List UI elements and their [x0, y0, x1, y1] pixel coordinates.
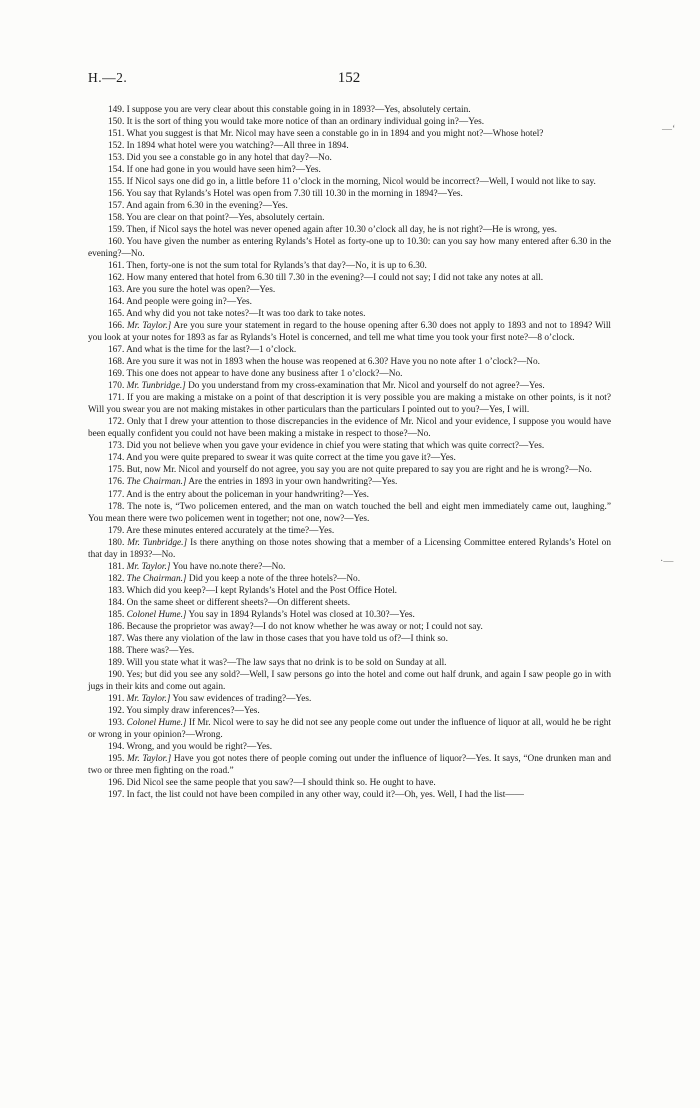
- question-answer-text: But, now Mr. Nicol and yourself do not agree, you say you are not quite prepared to say you are right and he is wrong?—No.: [126, 465, 592, 476]
- question-answer-text: Are you sure it was not in 1893 when the house was reopened at 6.30? Have you no note after 1 o’clock?—No.: [126, 357, 540, 368]
- question-number: 155.: [108, 177, 125, 188]
- question-number: 164.: [108, 297, 125, 308]
- question-number: 151.: [108, 129, 125, 140]
- question-answer-text: Are you sure your statement in regard to the house opening after 6.30 does not apply to 1893 and not to 1894? Will you look at your notes for 1893 as far as Rylands’s Hotel is concerned, and tell me what time you took your first note?—8 o’clock.: [88, 321, 611, 344]
- question-answer-text: If one had gone in you would have seen him?—Yes.: [126, 165, 321, 176]
- testimony-paragraph: [88, 645, 611, 657]
- question-answer-text: On the same sheet or different sheets?—On different sheets.: [126, 597, 351, 608]
- question-answer-text: Which did you keep?—I kept Rylands’s Hotel and the Post Office Hotel.: [126, 585, 397, 596]
- question-answer-text: And again from 6.30 in the evening?—Yes.: [126, 201, 288, 212]
- question-number: 188.: [108, 645, 125, 656]
- question-answer-text: If you are making a mistake on a point of that description it is very possible you are making a mistake on other points, is it not? Will you swear you are not making mistakes in other particulars than the particulars I pointed out to you?—Yes, I will.: [88, 393, 611, 416]
- question-number: 180.: [108, 537, 125, 548]
- question-number: 175.: [108, 465, 125, 476]
- question-number: 168.: [108, 357, 125, 368]
- testimony-paragraph: [88, 416, 611, 440]
- testimony-paragraph: [88, 501, 611, 525]
- question-number: 190.: [108, 669, 125, 680]
- testimony-paragraph: [88, 705, 611, 717]
- question-number: 165.: [108, 309, 125, 320]
- question-answer-text: The note is, “Two policemen entered, and the man on watch touched the bell and eight men immediately came out, laughing.” You mean there were two policemen went in together; not one, now?—Yes.: [88, 501, 611, 524]
- testimony-paragraph: [88, 464, 611, 476]
- testimony-paragraph: [88, 152, 611, 164]
- question-number: 150.: [108, 117, 125, 128]
- testimony-paragraph: [88, 741, 611, 753]
- question-number: 183.: [108, 585, 125, 596]
- question-number: 185.: [108, 609, 125, 620]
- question-number: 187.: [108, 633, 125, 644]
- question-number: 166.: [108, 321, 125, 332]
- testimony-paragraph: [88, 609, 611, 621]
- testimony-paragraph: [88, 633, 611, 645]
- question-answer-text: Yes; but did you see any sold?—Well, I saw persons go into the hotel and come out half drunk, and again I saw people go in with jugs in their kits and come out again.: [88, 669, 612, 692]
- question-number: 170.: [108, 381, 125, 392]
- question-answer-text: And what is the time for the last?—1 o’clock.: [126, 345, 297, 356]
- testimony-paragraph: [88, 320, 611, 344]
- testimony-paragraph: [88, 693, 611, 705]
- question-number: 178.: [108, 501, 125, 512]
- question-number: 153.: [108, 153, 125, 164]
- question-answer-text: I suppose you are very clear about this constable going in in 1893?—Yes, absolutely certain.: [126, 105, 471, 115]
- speaker-label: The Chairman.]: [126, 477, 187, 488]
- question-number: 172.: [108, 417, 125, 428]
- question-answer-text: If Mr. Nicol were to say he did not see any people come out under the influence of liquor at all, would he be right or wrong in your opinion?—Wrong.: [88, 717, 611, 740]
- page-number: 152: [337, 70, 361, 86]
- question-answer-text: And is the entry about the policeman in your handwriting?—Yes.: [126, 489, 369, 500]
- testimony-body: [88, 104, 611, 801]
- question-answer-text: Have you got notes there of people coming out under the influence of liquor?—Yes. It says, “One drunken man and two or three men fighting on the road.”: [88, 753, 611, 776]
- testimony-paragraph: [88, 308, 611, 320]
- question-number: 191.: [108, 693, 125, 704]
- testimony-paragraph: [88, 356, 611, 368]
- speaker-label: Mr. Taylor.]: [126, 561, 171, 572]
- speaker-label: Mr. Taylor.]: [126, 693, 171, 704]
- testimony-paragraph: [88, 188, 611, 200]
- question-answer-text: Are these minutes entered accurately at the time?—Yes.: [126, 525, 335, 536]
- question-number: 192.: [108, 705, 125, 716]
- question-answer-text: It is the sort of thing you would take more notice of than an ordinary individual going in?—Yes.: [126, 117, 485, 128]
- question-answer-text: You say in 1894 Rylands’s Hotel was closed at 10.30?—Yes.: [188, 609, 415, 620]
- question-number: 160.: [108, 237, 125, 248]
- question-answer-text: If Nicol says one did go in, a little before 11 o’clock in the morning, Nicol would be incorrect?—Well, I would not like to say.: [126, 177, 596, 188]
- testimony-paragraph: [88, 561, 611, 573]
- question-answer-text: What you suggest is that Mr. Nicol may have seen a constable go in in 1894 and you might not?—Whose hotel?: [126, 129, 544, 140]
- speaker-label: Colonel Hume.]: [126, 717, 187, 728]
- testimony-paragraph: [88, 669, 611, 693]
- question-answer-text: In fact, the list could not have been compiled in any other way, could it?—Oh, yes. Well, I had the list——: [126, 789, 524, 800]
- question-answer-text: Did you keep a note of the three hotels?—No.: [188, 573, 361, 584]
- question-number: 174.: [108, 453, 125, 464]
- question-number: 173.: [108, 441, 125, 452]
- question-answer-text: Was there any violation of the law in those cases that you have told us of?—I think so.: [126, 633, 448, 644]
- testimony-paragraph: [88, 116, 611, 128]
- testimony-paragraph: [88, 440, 611, 452]
- question-number: 179.: [108, 525, 125, 536]
- question-answer-text: Wrong, and you would be right?—Yes.: [126, 741, 273, 752]
- question-answer-text: And you were quite prepared to swear it was quite correct at the time you gave it?—Yes.: [126, 453, 456, 464]
- question-number: 156.: [108, 189, 125, 200]
- question-answer-text: Did Nicol see the same people that you saw?—I should think so. He ought to have.: [126, 777, 436, 788]
- testimony-paragraph: [88, 104, 611, 116]
- question-answer-text: Do you understand from my cross-examination that Mr. Nicol and yourself do not agree?—Yes.: [188, 381, 545, 392]
- testimony-paragraph: [88, 284, 611, 296]
- testimony-paragraph: [88, 717, 611, 741]
- testimony-paragraph: [88, 777, 611, 789]
- testimony-paragraph: [88, 789, 611, 801]
- question-number: 189.: [108, 657, 125, 668]
- question-answer-text: This one does not appear to have done any business after 1 o’clock?—No.: [126, 369, 403, 380]
- question-answer-text: There was?—Yes.: [126, 645, 195, 656]
- question-number: 195.: [108, 753, 125, 764]
- speaker-label: Mr. Tunbridge.]: [126, 381, 186, 392]
- question-answer-text: Will you state what it was?—The law says that no drink is to be sold on Sunday at all.: [126, 657, 447, 668]
- testimony-paragraph: [88, 537, 611, 561]
- testimony-paragraph: [88, 224, 611, 236]
- margin-mark: —‘: [662, 124, 676, 135]
- testimony-paragraph: [88, 489, 611, 501]
- margin-mark: ·—: [660, 556, 674, 567]
- question-number: 197.: [108, 789, 125, 800]
- question-answer-text: You have given the number as entering Rylands’s Hotel as forty-one up to 10.30: can you say how many entered after 6.30 in the evening?—No.: [88, 237, 612, 260]
- question-number: 176.: [108, 477, 125, 488]
- testimony-paragraph: [88, 573, 611, 585]
- testimony-paragraph: [88, 344, 611, 356]
- testimony-paragraph: [88, 164, 611, 176]
- document-reference: H.—2.: [88, 70, 128, 85]
- testimony-paragraph: [88, 368, 611, 380]
- speaker-label: Colonel Hume.]: [126, 609, 187, 620]
- question-number: 196.: [108, 777, 125, 788]
- testimony-paragraph: [88, 392, 611, 416]
- testimony-paragraph: [88, 753, 611, 777]
- question-number: 152.: [108, 141, 125, 152]
- question-number: 171.: [108, 393, 125, 404]
- question-number: 194.: [108, 741, 125, 752]
- testimony-paragraph: [88, 200, 611, 212]
- question-number: 157.: [108, 201, 125, 212]
- question-answer-text: You have no.note there?—No.: [172, 561, 286, 572]
- question-answer-text: Did you not believe when you gave your evidence in chief you were stating that which was quite correct?—Yes.: [126, 441, 545, 452]
- speaker-label: Mr. Taylor.]: [126, 753, 172, 764]
- page-header: [88, 70, 610, 90]
- question-number: 186.: [108, 621, 125, 632]
- question-number: 177.: [108, 489, 125, 500]
- testimony-paragraph: [88, 585, 611, 597]
- question-answer-text: Only that I drew your attention to those discrepancies in the evidence of Mr. Nicol and your evidence, I suppose you would have been equally confident you could not have been making a mistake in respect to those?—No.: [88, 417, 611, 440]
- testimony-paragraph: [88, 212, 611, 224]
- question-number: 159.: [108, 225, 125, 236]
- question-number: 182.: [108, 573, 125, 584]
- testimony-paragraph: [88, 657, 611, 669]
- question-answer-text: In 1894 what hotel were you watching?—All three in 1894.: [126, 141, 349, 152]
- question-answer-text: How many entered that hotel from 6.30 till 7.30 in the evening?—I could not say; I did not take any notes at all.: [126, 273, 544, 284]
- question-answer-text: Is there anything on those notes showing that a member of a Licensing Committee entered Rylands’s Hotel on that day in 1893?—No.: [88, 537, 611, 560]
- question-number: 149.: [108, 105, 125, 115]
- question-number: 158.: [108, 213, 125, 224]
- question-answer-text: You saw evidences of trading?—Yes.: [172, 693, 312, 704]
- testimony-paragraph: [88, 272, 611, 284]
- testimony-paragraph: [88, 597, 611, 609]
- testimony-paragraph: [88, 452, 611, 464]
- testimony-paragraph: [88, 296, 611, 308]
- question-number: 162.: [108, 273, 125, 284]
- question-number: 167.: [108, 345, 125, 356]
- question-number: 163.: [108, 285, 125, 296]
- speaker-label: Mr. Tunbridge.]: [127, 537, 188, 548]
- question-answer-text: And why did you not take notes?—It was too dark to take notes.: [126, 309, 366, 320]
- testimony-paragraph: [88, 380, 611, 392]
- question-number: 161.: [108, 261, 125, 272]
- testimony-paragraph: [88, 476, 611, 488]
- question-number: 184.: [108, 597, 125, 608]
- question-number: 154.: [108, 165, 125, 176]
- question-answer-text: Then, if Nicol says the hotel was never opened again after 10.30 o’clock all day, he is not right?—He is wrong, yes.: [126, 225, 557, 236]
- testimony-paragraph: [88, 236, 611, 260]
- speaker-label: Mr. Taylor.]: [127, 321, 172, 332]
- question-number: 169.: [108, 369, 125, 380]
- testimony-paragraph: [88, 621, 611, 633]
- question-answer-text: Did you see a constable go in any hotel that day?—No.: [126, 153, 332, 164]
- question-answer-text: Are the entries in 1893 in your own handwriting?—Yes.: [188, 477, 398, 488]
- speaker-label: The Chairman.]: [126, 573, 187, 584]
- question-answer-text: And people were going in?—Yes.: [126, 297, 252, 308]
- question-answer-text: Because the proprietor was away?—I do not know whether he was away or not; I could not say.: [126, 621, 483, 632]
- question-answer-text: You simply draw inferences?—Yes.: [126, 705, 260, 716]
- testimony-paragraph: [88, 525, 611, 537]
- testimony-paragraph: [88, 128, 611, 140]
- question-answer-text: Are you sure the hotel was open?—Yes.: [126, 285, 276, 296]
- question-answer-text: Then, forty-one is not the sum total for Rylands’s that day?—No, it is up to 6.30.: [126, 261, 427, 272]
- testimony-paragraph: [88, 260, 611, 272]
- testimony-paragraph: [88, 140, 611, 152]
- question-answer-text: You are clear on that point?—Yes, absolutely certain.: [126, 213, 325, 224]
- question-answer-text: You say that Rylands’s Hotel was open from 7.30 till 10.30 in the morning in 1894?—Yes.: [126, 189, 463, 200]
- question-number: 193.: [108, 717, 125, 728]
- testimony-paragraph: [88, 176, 611, 188]
- question-number: 181.: [108, 561, 125, 572]
